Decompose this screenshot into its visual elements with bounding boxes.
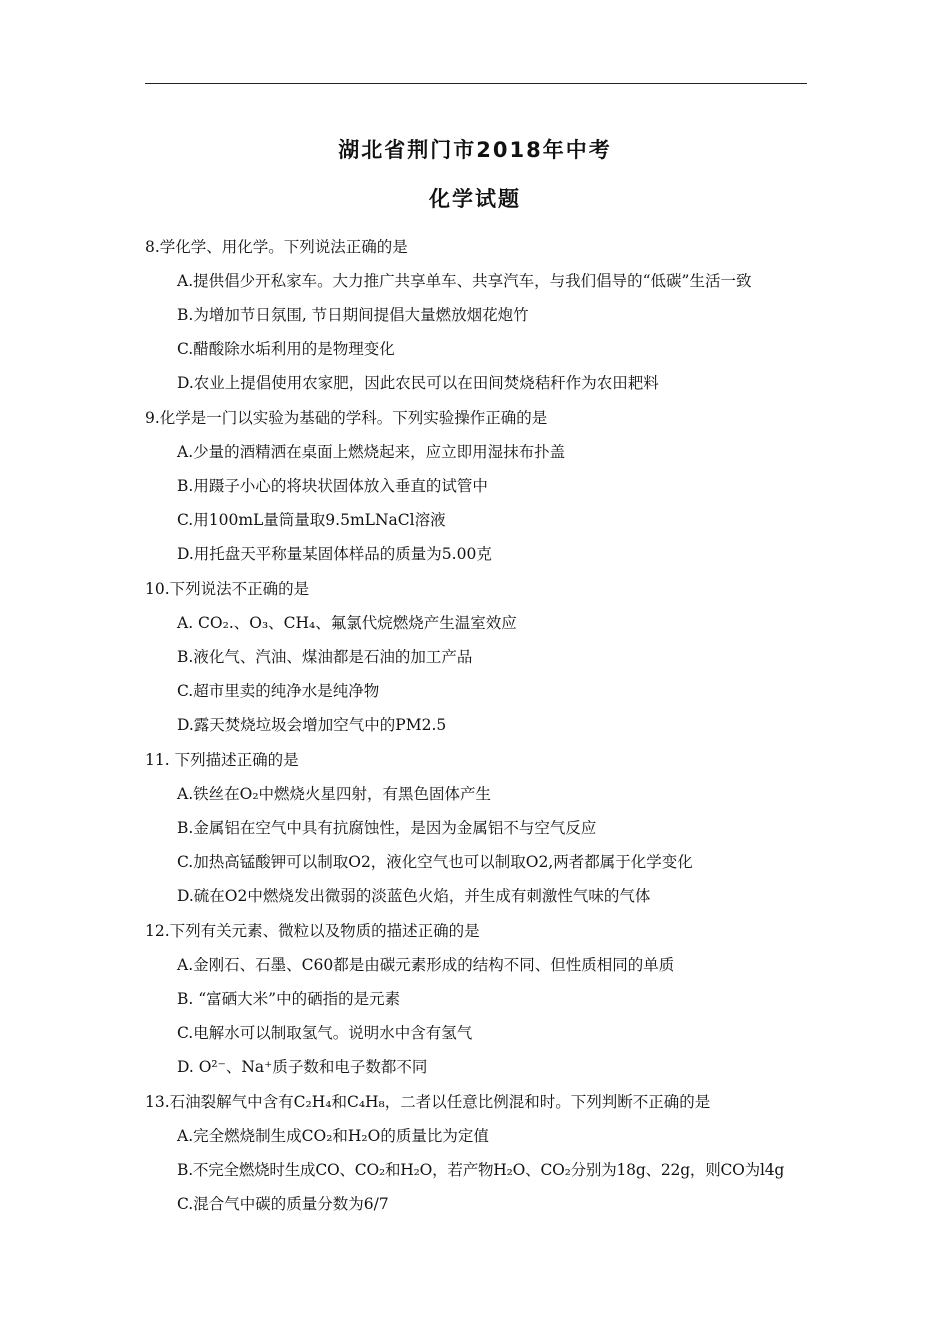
question-stem: 10.下列说法不正确的是 [145, 580, 310, 598]
question-option: A.金刚石、石墨、C60都是由碳元素形成的结构不同、但性质相同的单质 [177, 956, 675, 974]
question-stem: 8.学化学、用化学。下列说法正确的是 [145, 238, 408, 256]
question-option: C.用100mL量筒量取9.5mLNaCl溶液 [177, 511, 446, 529]
question-option: A.提供倡少开私家车。大力推广共享单车、共享汽车，与我们倡导的“低碳”生活一致 [177, 272, 752, 290]
question-option: B.金属铝在空气中具有抗腐蚀性，是因为金属铝不与空气反应 [177, 819, 597, 837]
question-option: C.加热高锰酸钾可以制取O2，液化空气也可以制取O2,两者都属于化学变化 [177, 853, 693, 871]
question-option: B.不完全燃烧时生成CO、CO₂和H₂O，若产物H₂O、CO₂分别为18g、22g，则CO为l4g [177, 1161, 785, 1179]
question-option: A.完全燃烧制生成CO₂和H₂O的质量比为定值 [177, 1127, 489, 1145]
page-subtitle: 化学试题 [429, 187, 521, 211]
question-option: B.液化气、汽油、煤油都是石油的加工产品 [177, 648, 473, 666]
page-title: 湖北省荆门市2018年中考 [338, 138, 612, 162]
question-option: C.超市里卖的纯净水是纯净物 [177, 682, 380, 700]
question-option: A.少量的酒精洒在桌面上燃烧起来，应立即用湿抹布扑盖 [177, 443, 566, 461]
question-stem: 11. 下列描述正确的是 [145, 751, 299, 769]
question-option: A. CO₂.、O₃、CH₄、氟氯代烷燃烧产生温室效应 [177, 614, 517, 632]
question-stem: 9.化学是一门以实验为基础的学科。下列实验操作正确的是 [145, 409, 548, 427]
question-option: C.电解水可以制取氢气。说明水中含有氢气 [177, 1024, 473, 1042]
question-stem: 13.石油裂解气中含有C₂H₄和C₄H₈，二者以任意比例混和时。下列判断不正确的是 [145, 1093, 711, 1111]
question-option: B.用蹑子小心的将块状固体放入垂直的试管中 [177, 477, 488, 495]
question-stem: 12.下列有关元素、微粒以及物质的描述正确的是 [145, 922, 480, 940]
question-option: D.农业上提倡使用农家肥，因此农民可以在田间焚烧秸秆作为农田耙料 [177, 374, 659, 392]
question-option: D. O²⁻、Na⁺质子数和电子数都不同 [177, 1058, 428, 1076]
question-option: C.醋酸除水垢利用的是物理变化 [177, 340, 395, 358]
question-option: C.混合气中碳的质量分数为6/7 [177, 1195, 389, 1213]
question-option: B. “富硒大米”中的硒指的是元素 [177, 990, 401, 1008]
question-option: D.用托盘天平称量某固体样品的质量为5.00克 [177, 545, 492, 563]
question-option: D.硫在O2中燃烧发出微弱的淡蓝色火焰，并生成有刺激性气味的气体 [177, 887, 651, 905]
question-option: A.铁丝在O₂中燃烧火星四射，有黑色固体产生 [177, 785, 492, 803]
question-option: B.为增加节日氛围, 节日期间提倡大量燃放烟花炮竹 [177, 306, 529, 324]
top-rule [145, 83, 807, 84]
question-option: D.露天焚烧垃圾会增加空气中的PM2.5 [177, 716, 447, 734]
